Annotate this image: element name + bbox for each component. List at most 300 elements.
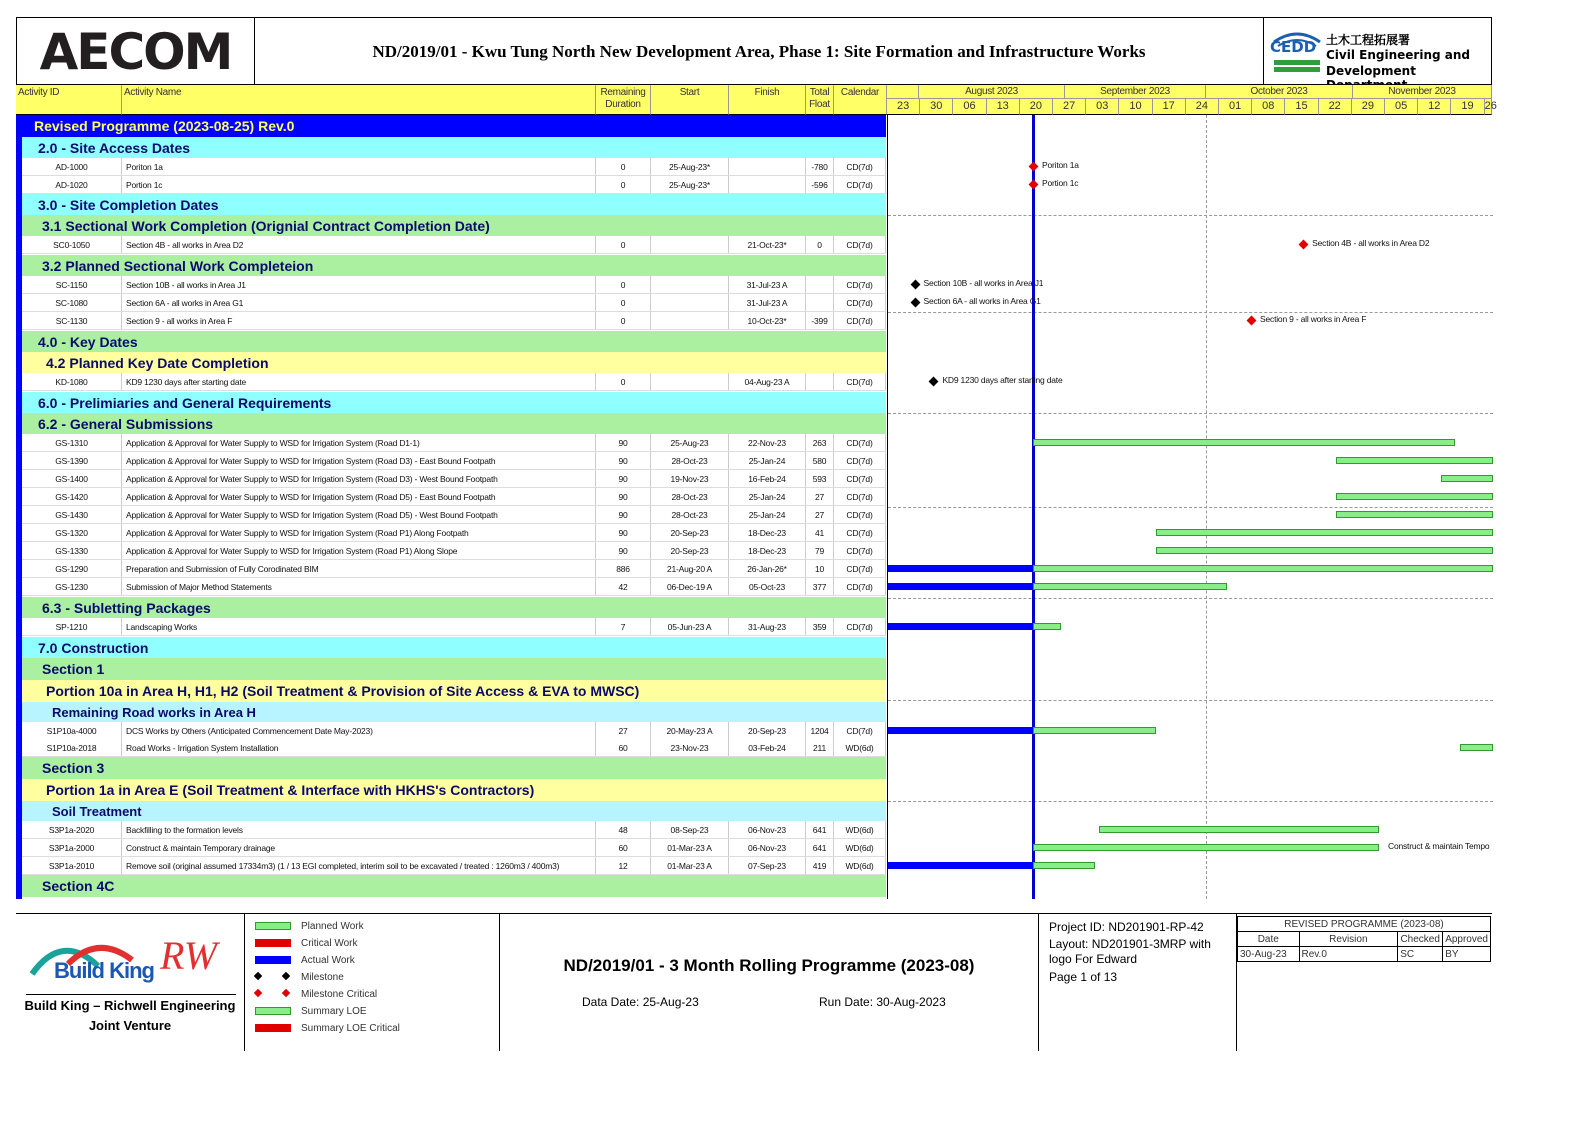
activity-id-cell: GS-1400 [22, 470, 122, 487]
section-general-submissions[interactable] [22, 413, 886, 434]
contractor-name-2: Joint Venture [88, 1018, 172, 1033]
calendar-cell: WD(6d) [834, 839, 886, 856]
milestone-label: Portion 1c [1042, 178, 1079, 188]
rev-checked: SC [1398, 947, 1443, 962]
activity-row[interactable] [22, 434, 886, 452]
col-start: Start [651, 85, 729, 115]
activity-row[interactable] [22, 276, 886, 294]
float-cell: 377 [806, 578, 834, 595]
layout-name: Layout: ND201901-3MRP with logo For Edward [1049, 937, 1211, 966]
dept-name-en-2: Development [1326, 64, 1416, 78]
aecom-logo-text: AECOM [39, 22, 232, 81]
activity-id-cell: SC-1130 [22, 312, 122, 329]
page-header [16, 17, 1492, 85]
month-nov: November 2023 [1353, 85, 1492, 99]
finish-cell: 06-Nov-23 [729, 821, 806, 838]
activity-name-cell: Section 4B - all works in Area D2 [122, 236, 596, 253]
finish-cell: 25-Jan-24 [729, 452, 806, 469]
activity-name-cell: Application & Approval for Water Supply to WSD for Irrigation System (Road D1-1) [122, 434, 596, 451]
week-cell: 17 [1153, 99, 1186, 115]
section-label: 2.0 - Site Access Dates [38, 139, 191, 156]
week-cell: 15 [1285, 99, 1318, 115]
calendar-cell: CD(7d) [834, 470, 886, 487]
section-label: Portion 1a in Area E (Soil Treatment & Interface with HKHS's Contractors) [46, 782, 535, 798]
activity-name-cell: Section 9 - all works in Area F [122, 312, 596, 329]
legend-label: Milestone Critical [301, 988, 378, 1000]
planned-bar[interactable] [1460, 744, 1493, 751]
start-cell: 05-Jun-23 A [651, 618, 729, 635]
legend-milestone-critical [255, 987, 377, 1001]
activity-id-cell: GS-1320 [22, 524, 122, 541]
activity-name-cell: Application & Approval for Water Supply to WSD for Irrigation System (Road P1) Along Slope [122, 542, 596, 559]
section-soil-treatment[interactable] [22, 801, 886, 821]
start-cell: 25-Aug-23* [651, 176, 729, 193]
project-id: Project ID: ND201901-RP-42 [1049, 920, 1204, 934]
section-label: Revised Programme (2023-08-25) Rev.0 [34, 118, 295, 134]
float-cell: 263 [806, 434, 834, 451]
calendar-cell: CD(7d) [834, 312, 886, 329]
actual-bar[interactable] [888, 623, 1033, 630]
week-cell: 30 [920, 99, 953, 115]
critical-milestone-icon[interactable] [1299, 240, 1309, 250]
row-separator [888, 700, 1493, 701]
remaining-cell: 60 [596, 839, 651, 856]
float-cell: 641 [806, 821, 834, 838]
section-site-completion[interactable] [22, 194, 886, 215]
bar-label: Construct & maintain Tempo [1388, 841, 1490, 851]
calendar-cell: CD(7d) [834, 722, 886, 739]
remaining-cell: 90 [596, 470, 651, 487]
activity-id-cell: GS-1290 [22, 560, 122, 577]
legend-label: Planned Work [301, 920, 364, 932]
planned-swatch [255, 922, 291, 930]
activity-id-cell: KD-1080 [22, 373, 122, 390]
week-cell: 23 [887, 99, 920, 115]
activity-row[interactable] [22, 312, 886, 330]
rev-header-approved: Approved [1443, 932, 1491, 947]
start-cell: 20-May-23 A [651, 722, 729, 739]
calendar-cell: WD(6d) [834, 857, 886, 874]
activity-id-cell: GS-1420 [22, 488, 122, 505]
float-cell: 419 [806, 857, 834, 874]
finish-cell: 26-Jan-26* [729, 560, 806, 577]
section-label: 3.1 Sectional Work Completion (Orignial Contract Completion Date) [42, 217, 490, 234]
float-cell: 211 [806, 739, 834, 756]
finish-cell [729, 176, 806, 193]
start-cell: 28-Oct-23 [651, 452, 729, 469]
cedd-abbr: CEDD [1270, 38, 1317, 56]
section-portion-1a[interactable] [22, 779, 886, 801]
activity-name-cell: Application & Approval for Water Supply to WSD for Irrigation System (Road D5) - East Bound Footpath [122, 488, 596, 505]
finish-cell: 07-Sep-23 [729, 857, 806, 874]
data-date: Data Date: 25-Aug-23 [582, 995, 699, 1009]
week-cell: 03 [1086, 99, 1119, 115]
remaining-cell: 90 [596, 524, 651, 541]
float-cell: 593 [806, 470, 834, 487]
actual-swatch [255, 956, 291, 964]
planned-bar[interactable] [1156, 547, 1493, 554]
section-label: 3.0 - Site Completion Dates [38, 196, 219, 213]
float-cell: 10 [806, 560, 834, 577]
section-label: Section 1 [42, 661, 105, 677]
activity-name-cell: Remove soil (original assumed 17334m3) (1 / 13 EGI completed, interim soil to be excavated / treated : 1260m3 / 400m3) [122, 857, 596, 874]
calendar-cell: CD(7d) [834, 434, 886, 451]
activity-row[interactable] [22, 839, 886, 857]
cedd-logo [1263, 18, 1493, 85]
actual-bar[interactable] [888, 862, 1033, 869]
project-title: ND/2019/01 - Kwu Tung North New Development Area, Phase 1: Site Formation and Infrastructure Works [372, 41, 1146, 61]
week-cell: 27 [1053, 99, 1086, 115]
activity-id-cell: S3P1a-2010 [22, 857, 122, 874]
section-construction[interactable] [22, 637, 886, 658]
calendar-cell: CD(7d) [834, 542, 886, 559]
section-3[interactable] [22, 757, 886, 779]
section-label: 6.3 - Subletting Packages [42, 599, 211, 616]
section-planned-key-date[interactable] [22, 352, 886, 373]
section-label: Soil Treatment [52, 803, 142, 819]
finish-cell: 04-Aug-23 A [729, 373, 806, 390]
col-activity-name: Activity Name [122, 85, 596, 115]
dept-name-cn: 土木工程拓展署 [1326, 33, 1411, 47]
finish-cell: 03-Feb-24 [729, 739, 806, 756]
legend [245, 914, 500, 1051]
activity-name-cell: Landscaping Works [122, 618, 596, 635]
milestone-icon[interactable] [910, 280, 920, 290]
activity-name-cell: Road Works - Irrigation System Installation [122, 739, 596, 756]
calendar-cell: CD(7d) [834, 488, 886, 505]
section-sectional-work[interactable] [22, 215, 886, 236]
calendar-cell: CD(7d) [834, 373, 886, 390]
row-separator [888, 312, 1493, 313]
revision-table [1237, 916, 1491, 962]
activity-row[interactable] [22, 578, 886, 596]
start-cell: 06-Dec-19 A [651, 578, 729, 595]
activity-row[interactable] [22, 542, 886, 560]
section-revised-programme[interactable] [16, 115, 886, 137]
planned-bar[interactable] [1033, 565, 1493, 572]
remaining-cell: 0 [596, 312, 651, 329]
planned-bar[interactable] [1336, 511, 1493, 518]
float-cell: -780 [806, 158, 834, 175]
finish-cell: 31-Jul-23 A [729, 294, 806, 311]
month-oct: October 2023 [1206, 85, 1353, 99]
activity-name-cell: Section 6A - all works in Area G1 [122, 294, 596, 311]
activity-id-cell: SC0-1050 [22, 236, 122, 253]
milestone-label: Poriton 1a [1042, 160, 1079, 170]
planned-bar[interactable] [1033, 844, 1379, 851]
float-cell: 359 [806, 618, 834, 635]
milestone-label: Section 10B - all works in Area J1 [923, 278, 1044, 288]
activity-row[interactable] [22, 236, 886, 254]
run-date: Run Date: 30-Aug-2023 [819, 995, 946, 1009]
milestone-label: Section 6A - all works in Area G1 [923, 296, 1041, 306]
milestone-label: Section 9 - all works in Area F [1260, 314, 1367, 324]
finish-cell: 18-Dec-23 [729, 524, 806, 541]
calendar-cell: CD(7d) [834, 276, 886, 293]
rev-title: REVISED PROGRAMME (2023-08) [1238, 917, 1491, 932]
float-cell: -596 [806, 176, 834, 193]
calendar-cell: CD(7d) [834, 452, 886, 469]
activity-row[interactable] [22, 176, 886, 194]
start-cell: 25-Aug-23* [651, 158, 729, 175]
activity-row[interactable] [22, 722, 886, 740]
start-cell [651, 276, 729, 293]
rev-date: 30-Aug-23 [1238, 947, 1300, 962]
calendar-cell: CD(7d) [834, 236, 886, 253]
calendar-cell: CD(7d) [834, 158, 886, 175]
activity-id-cell: GS-1310 [22, 434, 122, 451]
finish-cell: 25-Jan-24 [729, 488, 806, 505]
legend-label: Summary LOE [301, 1005, 367, 1017]
remaining-cell: 0 [596, 373, 651, 390]
actual-bar[interactable] [888, 583, 1033, 590]
month-aug: August 2023 [919, 85, 1065, 99]
start-cell: 25-Aug-23 [651, 434, 729, 451]
planned-bar[interactable] [1336, 457, 1493, 464]
row-separator [888, 215, 1493, 216]
month-cell-blank [887, 85, 919, 99]
float-cell [806, 373, 834, 390]
activity-id-cell: GS-1330 [22, 542, 122, 559]
section-prelims[interactable] [22, 392, 886, 413]
milestone-diamond-icon [254, 972, 262, 980]
section-remaining-road-works[interactable] [22, 702, 886, 722]
remaining-cell: 90 [596, 452, 651, 469]
row-separator [888, 507, 1493, 508]
activity-row[interactable] [22, 739, 886, 757]
activity-name-cell: Application & Approval for Water Supply to WSD for Irrigation System (Road D3) - East Bound Footpath [122, 452, 596, 469]
rev-header-date: Date [1238, 932, 1300, 947]
col-calendar: Calendar [834, 85, 887, 115]
start-cell: 19-Nov-23 [651, 470, 729, 487]
rw-logo-text: RW [160, 933, 218, 978]
finish-cell: 06-Nov-23 [729, 839, 806, 856]
remaining-cell: 90 [596, 488, 651, 505]
contractor-name-1: Build King – Richwell Engineering [24, 998, 236, 1013]
section-label: 4.0 - Key Dates [38, 333, 138, 350]
activity-name-cell: Portion 1c [122, 176, 596, 193]
section-1[interactable] [22, 658, 886, 680]
actual-bar[interactable] [888, 727, 1033, 734]
planned-bar[interactable] [1033, 862, 1095, 869]
week-cell: 20 [1020, 99, 1053, 115]
section-site-access[interactable] [22, 137, 886, 158]
critical-milestone-icon[interactable] [1029, 162, 1039, 172]
legend-critical [255, 936, 357, 950]
critical-milestone-icon[interactable] [1029, 180, 1039, 190]
section-planned-sectional[interactable] [22, 255, 886, 276]
start-cell [651, 312, 729, 329]
activity-row[interactable] [22, 560, 886, 578]
legend-label: Critical Work [301, 937, 358, 949]
activity-row[interactable] [22, 857, 886, 875]
section-portion-10a[interactable] [22, 680, 886, 702]
activity-row[interactable] [22, 618, 886, 636]
activity-row[interactable] [22, 821, 886, 839]
activity-row[interactable] [22, 470, 886, 488]
planned-bar[interactable] [1033, 727, 1156, 734]
activity-row[interactable] [22, 524, 886, 542]
calendar-cell: WD(6d) [834, 739, 886, 756]
activity-id-cell: SP-1210 [22, 618, 122, 635]
week-cell: 26 [1485, 99, 1492, 115]
week-cell: 01 [1219, 99, 1252, 115]
section-4c[interactable] [22, 875, 886, 897]
critical-diamond-icon [282, 989, 290, 997]
calendar-cell: CD(7d) [834, 524, 886, 541]
activity-row[interactable] [22, 452, 886, 470]
activity-id-cell: S1P10a-4000 [22, 722, 122, 739]
activity-id-cell: GS-1390 [22, 452, 122, 469]
float-cell: -399 [806, 312, 834, 329]
milestone-icon[interactable] [929, 377, 939, 387]
row-separator [888, 413, 1493, 414]
planned-bar[interactable] [1336, 493, 1493, 500]
finish-cell: 31-Aug-23 [729, 618, 806, 635]
rev-approved: BY [1443, 947, 1491, 962]
planned-bar[interactable] [1441, 475, 1493, 482]
section-label: 7.0 Construction [38, 639, 149, 656]
section-label: 6.0 - Prelimiaries and General Requirements [38, 394, 332, 411]
finish-cell: 20-Sep-23 [729, 722, 806, 739]
remaining-cell: 90 [596, 506, 651, 523]
start-cell: 01-Mar-23 A [651, 857, 729, 874]
start-cell [651, 373, 729, 390]
section-key-dates[interactable] [22, 331, 886, 352]
calendar-cell: CD(7d) [834, 618, 886, 635]
finish-cell: 18-Dec-23 [729, 542, 806, 559]
activity-id-cell: SC-1150 [22, 276, 122, 293]
finish-cell: 05-Oct-23 [729, 578, 806, 595]
calendar-cell: WD(6d) [834, 821, 886, 838]
start-cell: 08-Sep-23 [651, 821, 729, 838]
activity-id-cell: GS-1430 [22, 506, 122, 523]
calendar-cell: CD(7d) [834, 560, 886, 577]
week-cell: 06 [953, 99, 986, 115]
finish-cell: 16-Feb-24 [729, 470, 806, 487]
week-cell: 10 [1119, 99, 1152, 115]
remaining-cell: 7 [596, 618, 651, 635]
rev-header-revision: Revision [1299, 932, 1398, 947]
remaining-cell: 27 [596, 722, 651, 739]
finish-cell: 25-Jan-24 [729, 506, 806, 523]
legend-planned [255, 919, 364, 933]
activity-row[interactable] [22, 158, 886, 176]
start-cell: 28-Oct-23 [651, 488, 729, 505]
float-cell: 41 [806, 524, 834, 541]
activity-name-cell: Application & Approval for Water Supply to WSD for Irrigation System (Road P1) Along Footpath [122, 524, 596, 541]
legend-summary [255, 1004, 367, 1018]
activity-row[interactable] [22, 506, 886, 524]
planned-bar[interactable] [1033, 583, 1227, 590]
summary-swatch [255, 1007, 291, 1015]
month-sep: September 2023 [1065, 85, 1206, 99]
remaining-cell: 90 [596, 434, 651, 451]
planned-bar[interactable] [1099, 826, 1379, 833]
section-label: 4.2 Planned Key Date Completion [46, 354, 269, 371]
week-cell: 22 [1319, 99, 1352, 115]
start-cell: 01-Mar-23 A [651, 839, 729, 856]
start-cell: 20-Sep-23 [651, 524, 729, 541]
section-label: Portion 10a in Area H, H1, H2 (Soil Treatment & Provision of Site Access & EVA to MWSC) [46, 683, 640, 699]
planned-bar[interactable] [1156, 529, 1493, 536]
calendar-cell: CD(7d) [834, 506, 886, 523]
week-cell: 12 [1418, 99, 1451, 115]
remaining-cell: 60 [596, 739, 651, 756]
activity-name-cell: Submission of Major Method Statements [122, 578, 596, 595]
planned-bar[interactable] [1033, 439, 1455, 446]
float-cell: 27 [806, 506, 834, 523]
activity-id-cell: AD-1000 [22, 158, 122, 175]
float-cell: 0 [806, 236, 834, 253]
legend-milestone [255, 970, 344, 984]
milestone-swatch [255, 973, 291, 981]
critical-diamond-icon [254, 989, 262, 997]
programme-title-block [500, 914, 1039, 1051]
activity-name-cell: Construct & maintain Temporary drainage [122, 839, 596, 856]
start-cell: 23-Nov-23 [651, 739, 729, 756]
section-label: Remaining Road works in Area H [52, 704, 256, 720]
rev-revision: Rev.0 [1299, 947, 1398, 962]
calendar-cell: CD(7d) [834, 176, 886, 193]
col-float: Total Float [806, 85, 834, 115]
project-info [1039, 914, 1237, 1051]
float-cell: 27 [806, 488, 834, 505]
remaining-cell: 0 [596, 158, 651, 175]
float-cell [806, 276, 834, 293]
activity-row[interactable] [22, 488, 886, 506]
milestone-diamond-icon [282, 972, 290, 980]
legend-actual [255, 953, 355, 967]
week-cell: 19 [1451, 99, 1484, 115]
week-cell: 29 [1352, 99, 1385, 115]
page-footer [16, 913, 1492, 1052]
start-cell [651, 294, 729, 311]
buildking-text: Build King [54, 958, 154, 983]
row-separator [888, 598, 1493, 599]
col-finish: Finish [729, 85, 806, 115]
start-cell: 21-Aug-20 A [651, 560, 729, 577]
legend-label: Milestone [301, 971, 344, 983]
legend-label: Summary LOE Critical [301, 1022, 400, 1034]
activity-id-cell: AD-1020 [22, 176, 122, 193]
section-subletting[interactable] [22, 597, 886, 618]
row-separator [888, 801, 1493, 802]
planned-bar[interactable] [1033, 623, 1061, 630]
col-remaining: Remaining Duration [596, 85, 651, 115]
activity-id-cell: GS-1230 [22, 578, 122, 595]
float-cell: 1204 [806, 722, 834, 739]
actual-bar[interactable] [888, 565, 1033, 572]
revision-block [1237, 914, 1491, 1051]
critical-milestone-icon[interactable] [1247, 316, 1257, 326]
milestone-icon[interactable] [910, 298, 920, 308]
remaining-cell: 12 [596, 857, 651, 874]
activity-id-cell: S3P1a-2020 [22, 821, 122, 838]
activity-name-cell: Application & Approval for Water Supply to WSD for Irrigation System (Road D5) - West Bound Footpath [122, 506, 596, 523]
section-label: Section 3 [42, 760, 105, 776]
activity-row[interactable] [22, 373, 886, 391]
remaining-cell: 0 [596, 276, 651, 293]
float-cell: 641 [806, 839, 834, 856]
programme-title: ND/2019/01 - 3 Month Rolling Programme (2023-08) [563, 956, 975, 975]
activity-row[interactable] [22, 294, 886, 312]
activity-id-cell: SC-1080 [22, 294, 122, 311]
contractor-logo [16, 914, 245, 1051]
finish-cell [729, 158, 806, 175]
activity-name-cell: Preparation and Submission of Fully Corodinated BIM [122, 560, 596, 577]
activity-name-cell: KD9 1230 days after starting date [122, 373, 596, 390]
